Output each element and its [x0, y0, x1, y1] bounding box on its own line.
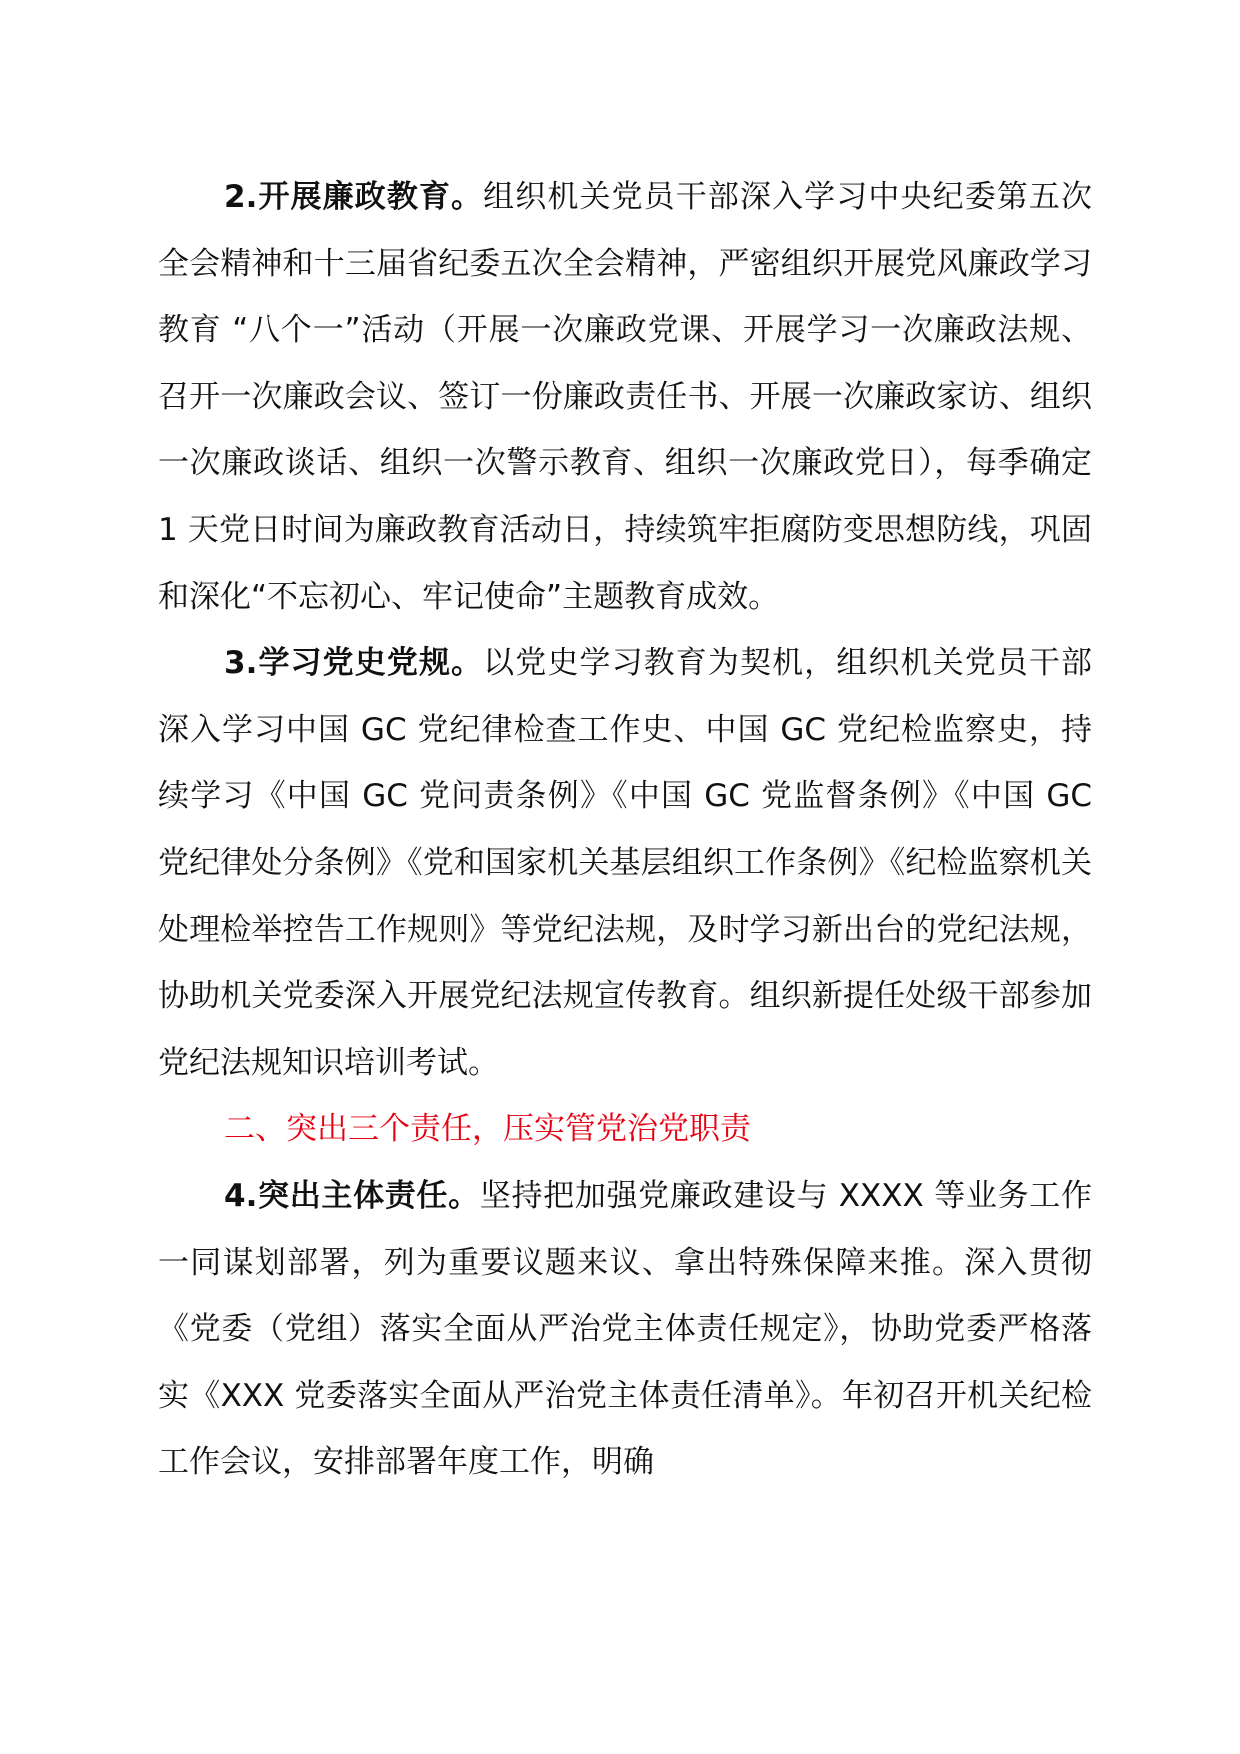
- paragraph-main-responsibility: [158, 1163, 1092, 1496]
- section-heading: 二、突出三个责任，压实管党治党职责: [224, 1111, 751, 1148]
- paragraph-text: 以党史学习教育为契机，组织机关党员干部深入学习中国 GC 党纪律检查工作史、中国 GC 党纪检监察史，持续学习《中国 GC 党问责条例》《中国 GC 党监督条例》《中国 GC 党纪律处分条例》《党和国家机关基层组织工作条例》《纪检监察机关处理检举控告工作规则》等党纪法规，及时学习新出台的党纪法规，协助机关党委深入开展党纪法规宣传教育。组织新提任处级干部参加党纪法规知识培训考试。: [158, 645, 1092, 1081]
- document-body: [158, 164, 1092, 1496]
- paragraph-party-history: [158, 630, 1092, 1096]
- paragraph-lead: 4.突出主体责任。: [224, 1177, 480, 1214]
- paragraph-lian-zheng-education: [158, 164, 1092, 630]
- paragraph-text: 组织机关党员干部深入学习中央纪委第五次全会精神和十三届省纪委五次全会精神，严密组织开展党风廉政学习教育 “八个一”活动（开展一次廉政党课、开展学习一次廉政法规、召开一次廉政会议、签订一份廉政责任书、开展一次廉政家访、组织一次廉政谈话、组织一次警示教育、组织一次廉政党日），每季确定 1 天党日时间为廉政教育活动日，持续筑牢拒腐防变思想防线，巩固和深化“不忘初心、牢记使命”主题教育成效。: [158, 179, 1092, 615]
- paragraph-text: 坚持把加强党廉政建设与 XXXX 等业务工作一同谋划部署，列为重要议题来议、拿出特殊保障来推。深入贯彻《党委（党组）落实全面从严治党主体责任规定》，协助党委严格落实《XXX 党委落实全面从严治党主体责任清单》。年初召开机关纪检工作会议，安排部署年度工作，明确: [158, 1177, 1092, 1481]
- paragraph-lead: 3.学习党史党规。: [224, 645, 484, 682]
- paragraph-lead: 2.开展廉政教育。: [224, 179, 484, 215]
